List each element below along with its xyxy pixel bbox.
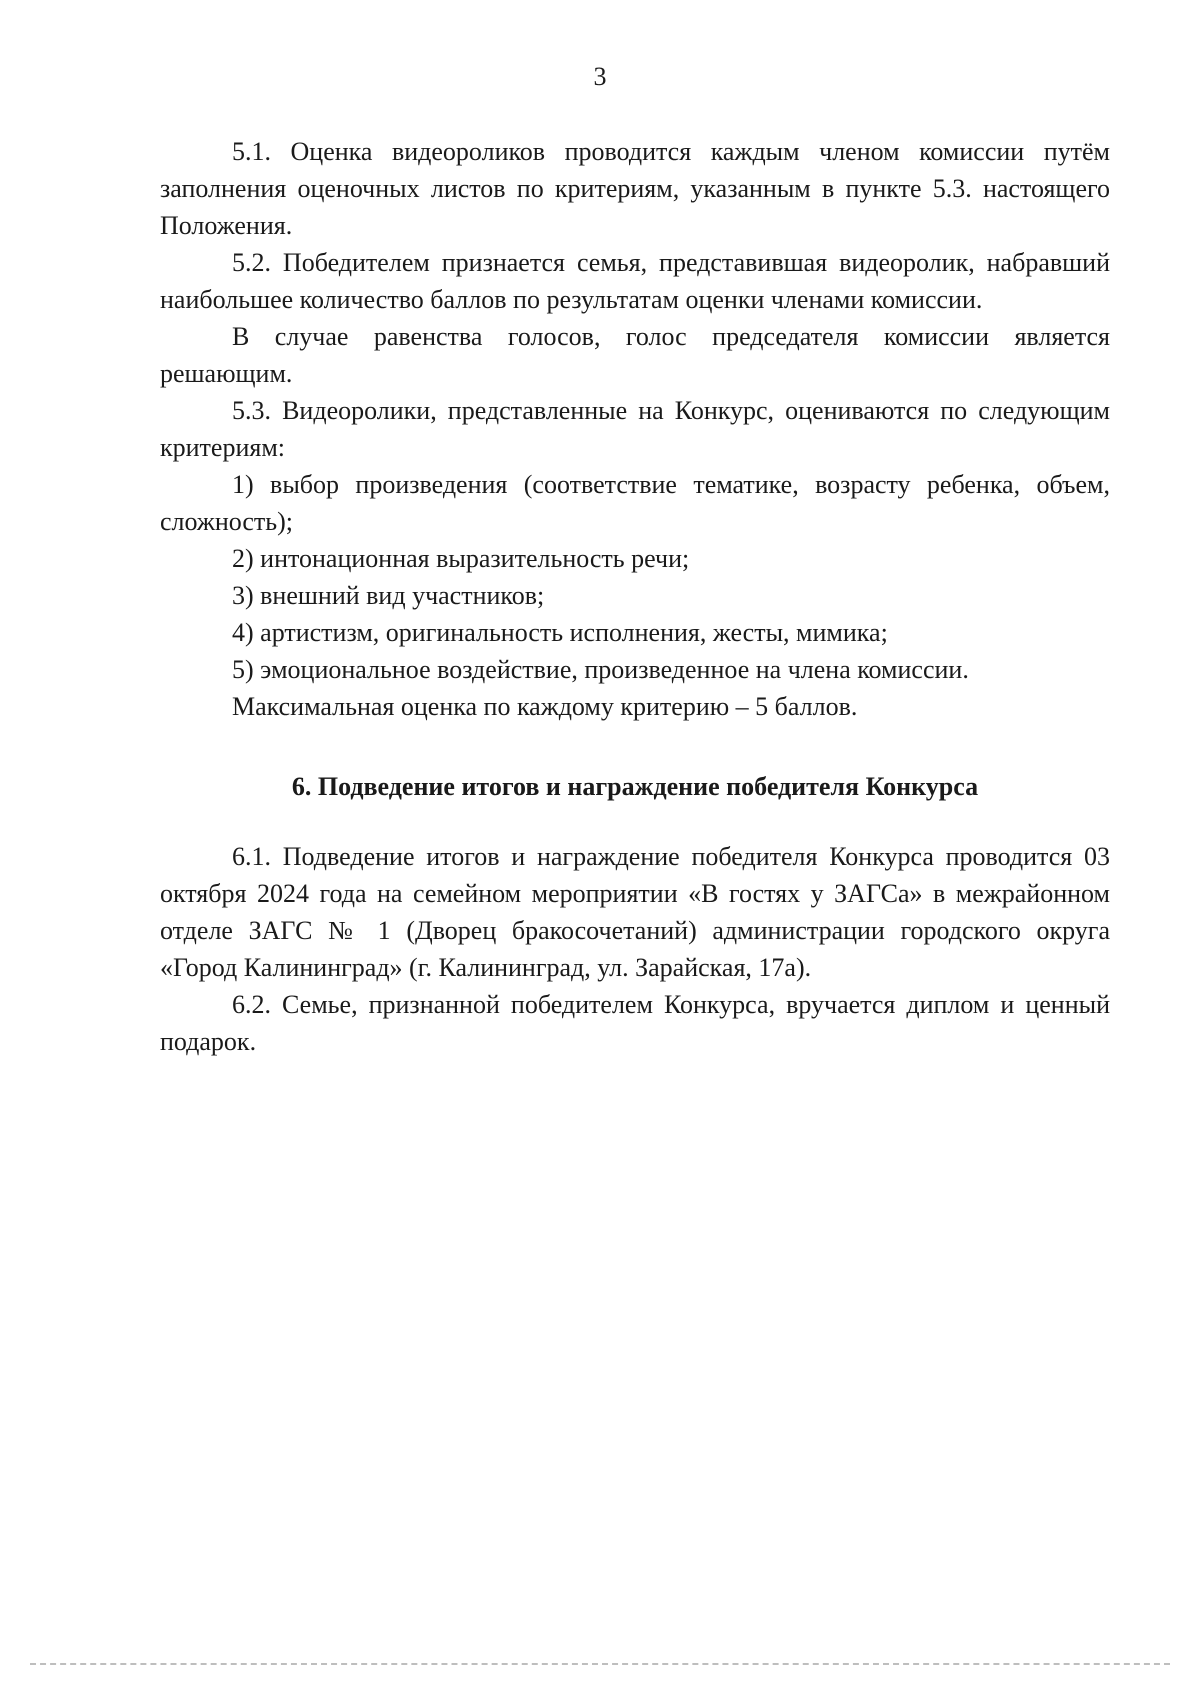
section-6-heading: 6. Подведение итогов и награждение победителя Конкурса — [291, 772, 979, 801]
paragraph-5-3: 5.3. Видеоролики, представленные на Конкурс, оцениваются по следующим критериям: — [160, 396, 1110, 462]
page-number: 3 — [593, 62, 607, 91]
criterion-item: 1) выбор произведения (соответствие тематике, возрасту ребенка, объем, сложность); — [160, 470, 1110, 536]
max-score-note: Максимальная оценка по каждому критерию – 5 баллов. — [232, 692, 858, 721]
scan-edge-line — [30, 1663, 1170, 1665]
criterion-item: 2) интонационная выразительность речи; — [232, 544, 690, 573]
document-body — [160, 133, 1110, 1060]
paragraph-5-1: 5.1. Оценка видеороликов проводится каждым членом комиссии путём заполнения оценочных листов по критериям, указанным в пункте 5.3. настоящего Положения. — [160, 137, 1110, 240]
criterion-item: 3) внешний вид участников; — [232, 581, 545, 610]
paragraph-tie-vote: В случае равенства голосов, голос председателя комиссии является решающим. — [160, 322, 1110, 388]
criterion-item: 4) артистизм, оригинальность исполнения, жесты, мимика; — [232, 618, 888, 647]
paragraph-6-1: 6.1. Подведение итогов и награждение победителя Конкурса проводится 03 октября 2024 года на семейном мероприятии «В гостях у ЗАГСа» в межрайонном отделе ЗАГС № 1 (Дворец бракосочетаний) администрации городского округа «Город Калининград» (г. Калининград, ул. Зарайская, 17а). — [160, 842, 1110, 982]
paragraph-6-2: 6.2. Семье, признанной победителем Конкурса, вручается диплом и ценный подарок. — [160, 990, 1110, 1056]
paragraph-5-2: 5.2. Победителем признается семья, представившая видеоролик, набравший наибольшее количество баллов по результатам оценки членами комиссии. — [160, 248, 1110, 314]
criterion-item: 5) эмоциональное воздействие, произведенное на члена комиссии. — [232, 655, 969, 684]
